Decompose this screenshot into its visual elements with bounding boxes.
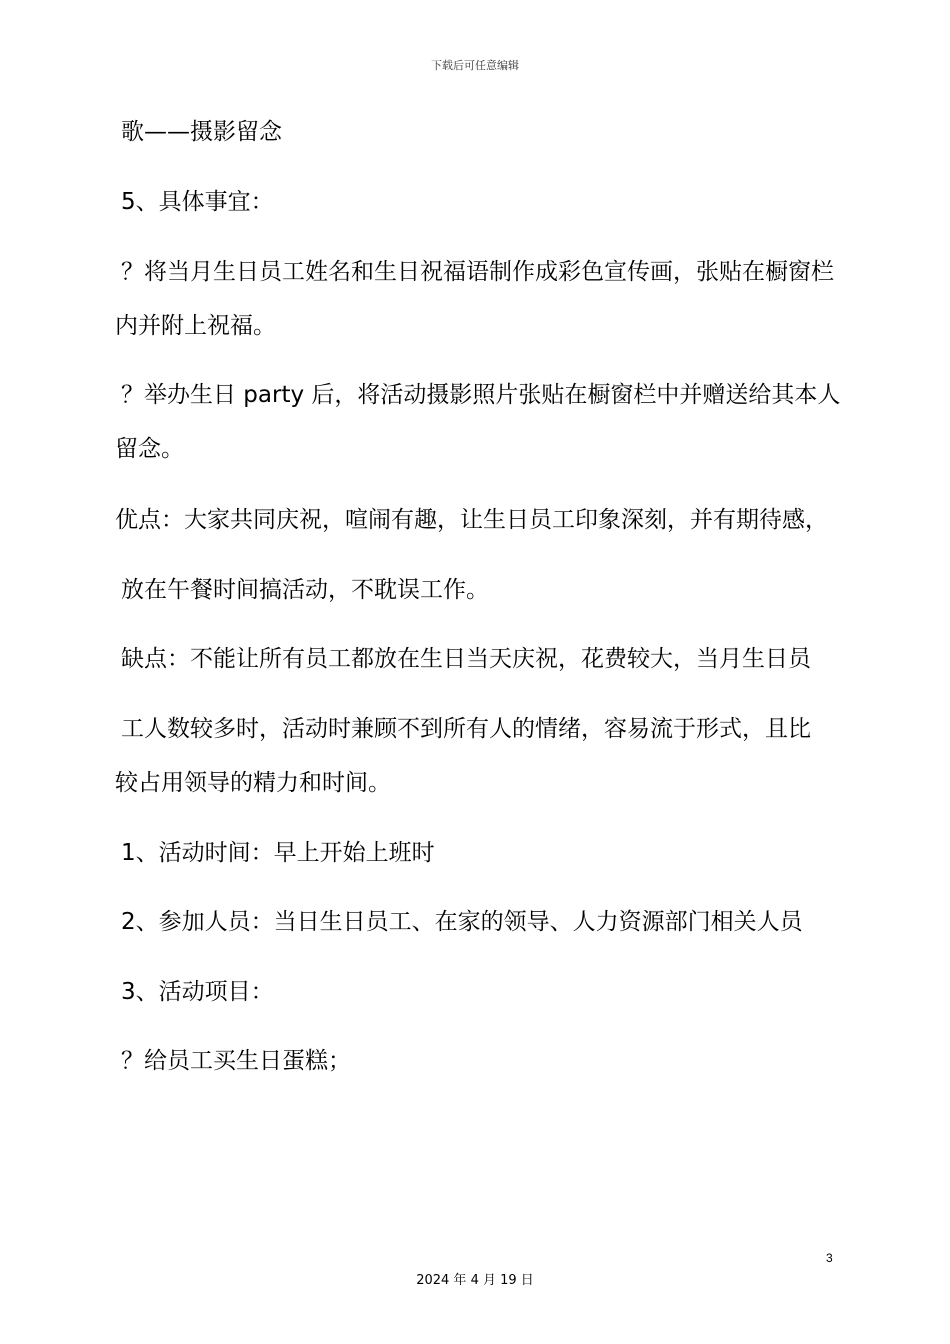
body-line: 工人数较多时，活动时兼顾不到所有人的情绪，容易流于形式，且比 [121, 716, 811, 742]
body-line: 2、参加人员：当日生日员工、在家的领导、人力资源部门相关人员 [121, 909, 803, 935]
page-number: 3 [826, 1251, 833, 1265]
body-line: 优点：大家共同庆祝，喧闹有趣，让生日员工印象深刻，并有期待感， [115, 507, 828, 533]
section-heading: 5、具体事宜： [121, 189, 274, 215]
footer-date: 2024 年 4 月 19 日 [416, 1273, 534, 1288]
body-line: 内并附上祝福。 [115, 313, 276, 339]
body-line: 较占用领导的精力和时间。 [115, 770, 391, 796]
body-line: ？给员工买生日蛋糕； [121, 1048, 351, 1074]
page-header: 下载后可任意编辑 [431, 59, 519, 72]
body-line: 留念。 [115, 436, 184, 462]
body-line: 歌——摄影留念 [121, 119, 282, 145]
body-line: 放在午餐时间搞活动，不耽误工作。 [121, 577, 489, 603]
body-line: ？将当月生日员工姓名和生日祝福语制作成彩色宣传画，张贴在橱窗栏 [121, 259, 834, 285]
body-line: ？举办生日 party 后，将活动摄影照片张贴在橱窗栏中并赠送给其本人 [121, 382, 841, 408]
body-line: 缺点：不能让所有员工都放在生日当天庆祝，花费较大，当月生日员 [121, 646, 811, 672]
body-line: 1、活动时间：早上开始上班时 [121, 840, 435, 866]
section-heading: 3、活动项目： [121, 979, 274, 1005]
